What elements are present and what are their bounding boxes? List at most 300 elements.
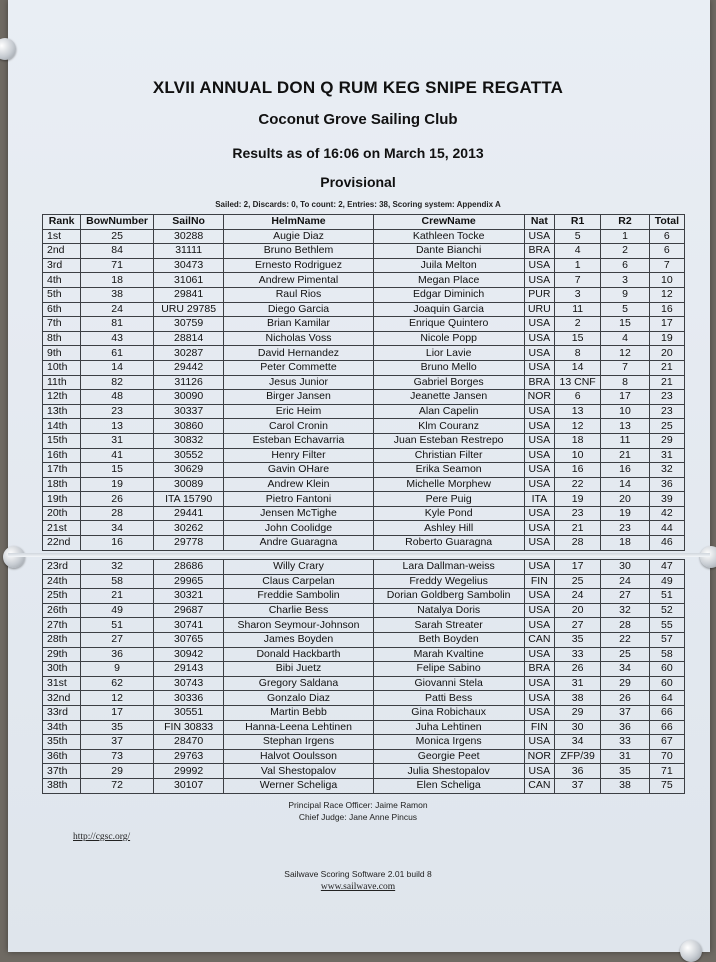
- cell-bow-number: 82: [81, 375, 154, 390]
- cell-helm-name: Donald Hackbarth: [224, 647, 373, 662]
- cell-total: 67: [649, 735, 684, 750]
- cell-crew-name: Georgie Peet: [373, 749, 524, 764]
- cell-r1: 8: [554, 346, 600, 361]
- cell-sail-no: 30089: [153, 477, 224, 492]
- cell-rank: 18th: [43, 477, 81, 492]
- cell-bow-number: 29: [81, 764, 154, 779]
- regatta-title: XLVII ANNUAL DON Q RUM KEG SNIPE REGATTA: [152, 78, 564, 97]
- cell-sail-no: 29778: [153, 536, 224, 551]
- cell-r2: 13: [601, 419, 649, 434]
- col-header-total: Total: [649, 215, 684, 230]
- cell-bow-number: 71: [81, 258, 154, 273]
- cell-helm-name: Martin Bebb: [224, 705, 373, 720]
- cell-sail-no: 29442: [153, 360, 224, 375]
- cell-r1: 35: [554, 632, 600, 647]
- cell-helm-name: Carol Cronin: [224, 419, 373, 434]
- cell-sail-no: 30090: [153, 390, 224, 405]
- cell-rank: 31st: [43, 676, 81, 691]
- cell-helm-name: Claus Carpelan: [224, 574, 373, 589]
- cell-crew-name: Klm Couranz: [373, 419, 524, 434]
- cell-rank: 20th: [43, 506, 81, 521]
- cell-rank: 25th: [43, 589, 81, 604]
- cell-total: 51: [649, 589, 684, 604]
- principal-race-officer: Principal Race Officer: Jaime Ramon: [288, 800, 428, 810]
- results-timestamp: Results as of 16:06 on March 15, 2013: [232, 145, 484, 161]
- cell-total: 19: [649, 331, 684, 346]
- table-row: [43, 331, 685, 346]
- table-row: [43, 618, 685, 633]
- table-row: [43, 676, 685, 691]
- cell-total: 36: [649, 477, 684, 492]
- cell-rank: 37th: [43, 764, 81, 779]
- cell-sail-no: 30629: [153, 463, 224, 478]
- cell-total: 23: [649, 404, 684, 419]
- cell-total: 60: [649, 662, 684, 677]
- cell-crew-name: Christian Filter: [373, 448, 524, 463]
- cell-r2: 30: [601, 560, 649, 575]
- table-row: [43, 492, 685, 507]
- col-header-crew-name: CrewName: [373, 215, 524, 230]
- cell-sail-no: 31126: [153, 375, 224, 390]
- cell-rank: 17th: [43, 463, 81, 478]
- cell-rank: 33rd: [43, 705, 81, 720]
- cell-total: 20: [649, 346, 684, 361]
- cell-crew-name: Lara Dallman-weiss: [373, 560, 524, 575]
- cell-crew-name: Edgar Diminich: [373, 287, 524, 302]
- cell-r2: 11: [601, 433, 649, 448]
- cell-r1: 27: [554, 618, 600, 633]
- cell-bow-number: 73: [81, 749, 154, 764]
- cell-rank: 1st: [43, 229, 81, 244]
- cell-rank: 4th: [43, 273, 81, 288]
- cell-rank: 8th: [43, 331, 81, 346]
- cell-r2: 8: [601, 375, 649, 390]
- cell-crew-name: Lior Lavie: [373, 346, 524, 361]
- col-header-rank: Rank: [43, 215, 81, 230]
- cell-total: 44: [649, 521, 684, 536]
- cell-sail-no: URU 29785: [153, 302, 224, 317]
- table-body-top: [43, 229, 685, 550]
- cell-r1: 30: [554, 720, 600, 735]
- cell-nat: USA: [524, 536, 554, 551]
- cell-total: 66: [649, 705, 684, 720]
- table-row: [43, 536, 685, 551]
- cell-total: 25: [649, 419, 684, 434]
- pushpin-middle-left: [3, 546, 25, 568]
- cell-crew-name: Elen Scheliga: [373, 778, 524, 793]
- cell-r2: 14: [601, 477, 649, 492]
- cell-nat: BRA: [524, 662, 554, 677]
- cell-total: 12: [649, 287, 684, 302]
- cell-rank: 34th: [43, 720, 81, 735]
- cell-r2: 23: [601, 521, 649, 536]
- cell-nat: USA: [524, 603, 554, 618]
- table-row: [43, 749, 685, 764]
- cell-bow-number: 62: [81, 676, 154, 691]
- cell-crew-name: Pere Puig: [373, 492, 524, 507]
- cell-nat: USA: [524, 477, 554, 492]
- cell-bow-number: 23: [81, 404, 154, 419]
- cell-bow-number: 27: [81, 632, 154, 647]
- cell-sail-no: 30759: [153, 317, 224, 332]
- cell-nat: USA: [524, 273, 554, 288]
- cell-r1: 7: [554, 273, 600, 288]
- club-website-link[interactable]: http://cgsc.org/: [73, 832, 131, 842]
- cell-total: 31: [649, 448, 684, 463]
- cell-helm-name: James Boyden: [224, 632, 373, 647]
- cell-nat: USA: [524, 735, 554, 750]
- table-row: [43, 317, 685, 332]
- cell-r1: 11: [554, 302, 600, 317]
- cell-helm-name: David Hernandez: [224, 346, 373, 361]
- cell-sail-no: 30288: [153, 229, 224, 244]
- cell-sail-no: 30741: [153, 618, 224, 633]
- cell-bow-number: 37: [81, 735, 154, 750]
- cell-nat: NOR: [524, 749, 554, 764]
- cell-total: 46: [649, 536, 684, 551]
- cell-sail-no: 30942: [153, 647, 224, 662]
- cell-total: 47: [649, 560, 684, 575]
- table-row: [43, 287, 685, 302]
- cell-bow-number: 32: [81, 560, 154, 575]
- cell-r2: 12: [601, 346, 649, 361]
- pushpin-middle-right: [700, 546, 716, 568]
- cell-r1: 16: [554, 463, 600, 478]
- table-body-bottom: [43, 560, 685, 794]
- cell-total: 10: [649, 273, 684, 288]
- cell-crew-name: Sarah Streater: [373, 618, 524, 633]
- cell-nat: USA: [524, 331, 554, 346]
- cell-rank: 11th: [43, 375, 81, 390]
- cell-helm-name: Jesus Junior: [224, 375, 373, 390]
- cell-helm-name: Gregory Saldana: [224, 676, 373, 691]
- cell-rank: 27th: [43, 618, 81, 633]
- cell-rank: 13th: [43, 404, 81, 419]
- table-row: [43, 433, 685, 448]
- cell-r2: 22: [601, 632, 649, 647]
- cell-helm-name: John Coolidge: [224, 521, 373, 536]
- table-row: [43, 244, 685, 259]
- cell-r2: 31: [601, 749, 649, 764]
- cell-sail-no: ITA 15790: [153, 492, 224, 507]
- cell-sail-no: 31111: [153, 244, 224, 259]
- cell-nat: FIN: [524, 574, 554, 589]
- scoring-summary: Sailed: 2, Discards: 0, To count: 2, Entries: 38, Scoring system: Appendix A: [215, 200, 501, 209]
- cell-helm-name: Bruno Bethlem: [224, 244, 373, 259]
- cell-r1: 5: [554, 229, 600, 244]
- cell-helm-name: Halvot Ooulsson: [224, 749, 373, 764]
- cell-bow-number: 17: [81, 705, 154, 720]
- cell-bow-number: 38: [81, 287, 154, 302]
- cell-total: 6: [649, 229, 684, 244]
- cell-r2: 2: [601, 244, 649, 259]
- cell-r2: 35: [601, 764, 649, 779]
- cell-nat: USA: [524, 705, 554, 720]
- cell-r2: 1: [601, 229, 649, 244]
- cell-r2: 16: [601, 463, 649, 478]
- cell-r1: 25: [554, 574, 600, 589]
- cell-helm-name: Jensen McTighe: [224, 506, 373, 521]
- table-row: [43, 574, 685, 589]
- cell-sail-no: 30743: [153, 676, 224, 691]
- cell-crew-name: Juan Esteban Restrepo: [373, 433, 524, 448]
- cell-nat: URU: [524, 302, 554, 317]
- cell-r2: 21: [601, 448, 649, 463]
- cell-r2: 5: [601, 302, 649, 317]
- cell-crew-name: Dorian Goldberg Sambolin: [373, 589, 524, 604]
- results-table-bottom: [42, 559, 685, 794]
- cell-r2: 9: [601, 287, 649, 302]
- cell-r1: 13: [554, 404, 600, 419]
- cell-rank: 2nd: [43, 244, 81, 259]
- cell-crew-name: Gabriel Borges: [373, 375, 524, 390]
- table-row: [43, 521, 685, 536]
- cell-sail-no: 28814: [153, 331, 224, 346]
- cell-crew-name: Felipe Sabino: [373, 662, 524, 677]
- cell-r1: 28: [554, 536, 600, 551]
- cell-nat: BRA: [524, 244, 554, 259]
- cell-total: 29: [649, 433, 684, 448]
- cell-sail-no: 30337: [153, 404, 224, 419]
- cell-sail-no: 29441: [153, 506, 224, 521]
- cell-helm-name: Val Shestopalov: [224, 764, 373, 779]
- cell-r1: 14: [554, 360, 600, 375]
- cell-bow-number: 41: [81, 448, 154, 463]
- table-row: [43, 448, 685, 463]
- cell-r2: 29: [601, 676, 649, 691]
- cell-r1: 17: [554, 560, 600, 575]
- cell-r1: 37: [554, 778, 600, 793]
- cell-helm-name: Pietro Fantoni: [224, 492, 373, 507]
- cell-total: 52: [649, 603, 684, 618]
- cell-sail-no: 30552: [153, 448, 224, 463]
- cell-r2: 7: [601, 360, 649, 375]
- cell-helm-name: Freddie Sambolin: [224, 589, 373, 604]
- cell-rank: 19th: [43, 492, 81, 507]
- table-row: [43, 506, 685, 521]
- cell-crew-name: Beth Boyden: [373, 632, 524, 647]
- cell-crew-name: Freddy Wegelius: [373, 574, 524, 589]
- cell-crew-name: Patti Bess: [373, 691, 524, 706]
- cell-r1: 13 CNF: [554, 375, 600, 390]
- cell-r1: 23: [554, 506, 600, 521]
- cell-r2: 6: [601, 258, 649, 273]
- cell-crew-name: Natalya Doris: [373, 603, 524, 618]
- cell-total: 21: [649, 360, 684, 375]
- cell-helm-name: Gonzalo Diaz: [224, 691, 373, 706]
- cell-r2: 26: [601, 691, 649, 706]
- table-row: [43, 346, 685, 361]
- cell-r2: 27: [601, 589, 649, 604]
- cell-nat: USA: [524, 589, 554, 604]
- cell-crew-name: Jeanette Jansen: [373, 390, 524, 405]
- cell-rank: 14th: [43, 419, 81, 434]
- cell-crew-name: Nicole Popp: [373, 331, 524, 346]
- cell-r1: 15: [554, 331, 600, 346]
- cell-bow-number: 24: [81, 302, 154, 317]
- cell-helm-name: Brian Kamilar: [224, 317, 373, 332]
- cell-rank: 16th: [43, 448, 81, 463]
- cell-sail-no: 30336: [153, 691, 224, 706]
- cell-r2: 10: [601, 404, 649, 419]
- cell-bow-number: 81: [81, 317, 154, 332]
- cell-r1: 19: [554, 492, 600, 507]
- paper-fold: [8, 553, 710, 557]
- table-row: [43, 302, 685, 317]
- cell-helm-name: Esteban Echavarria: [224, 433, 373, 448]
- cell-helm-name: Willy Crary: [224, 560, 373, 575]
- cell-helm-name: Nicholas Voss: [224, 331, 373, 346]
- cell-bow-number: 34: [81, 521, 154, 536]
- cell-total: 39: [649, 492, 684, 507]
- cell-total: 6: [649, 244, 684, 259]
- cell-helm-name: Henry Filter: [224, 448, 373, 463]
- cell-sail-no: 30107: [153, 778, 224, 793]
- cell-sail-no: 30551: [153, 705, 224, 720]
- cell-crew-name: Roberto Guaragna: [373, 536, 524, 551]
- cell-r1: 2: [554, 317, 600, 332]
- cell-crew-name: Alan Capelin: [373, 404, 524, 419]
- cell-sail-no: 30287: [153, 346, 224, 361]
- cell-helm-name: Birger Jansen: [224, 390, 373, 405]
- table-row: [43, 647, 685, 662]
- cell-helm-name: Stephan Irgens: [224, 735, 373, 750]
- cell-r2: 20: [601, 492, 649, 507]
- cell-nat: USA: [524, 258, 554, 273]
- table-header-row: [43, 215, 685, 230]
- cell-total: 70: [649, 749, 684, 764]
- cell-total: 17: [649, 317, 684, 332]
- cell-helm-name: Sharon Seymour-Johnson: [224, 618, 373, 633]
- cell-rank: 6th: [43, 302, 81, 317]
- table-row: [43, 720, 685, 735]
- cell-bow-number: 51: [81, 618, 154, 633]
- cell-r2: 34: [601, 662, 649, 677]
- table-row: [43, 735, 685, 750]
- cell-nat: FIN: [524, 720, 554, 735]
- cell-r1: 36: [554, 764, 600, 779]
- cell-rank: 36th: [43, 749, 81, 764]
- cell-bow-number: 18: [81, 273, 154, 288]
- cell-nat: USA: [524, 419, 554, 434]
- cell-rank: 26th: [43, 603, 81, 618]
- chief-judge: Chief Judge: Jane Anne Pincus: [298, 812, 418, 822]
- cell-total: 66: [649, 720, 684, 735]
- table-row: [43, 632, 685, 647]
- cell-rank: 29th: [43, 647, 81, 662]
- cell-bow-number: 35: [81, 720, 154, 735]
- cell-rank: 5th: [43, 287, 81, 302]
- cell-rank: 35th: [43, 735, 81, 750]
- cell-bow-number: 28: [81, 506, 154, 521]
- table-row: [43, 404, 685, 419]
- col-header-nat: Nat: [524, 215, 554, 230]
- cell-rank: 22nd: [43, 536, 81, 551]
- cell-sail-no: 30832: [153, 433, 224, 448]
- cell-nat: USA: [524, 676, 554, 691]
- sailwave-link[interactable]: www.sailwave.com: [320, 882, 396, 892]
- cell-nat: USA: [524, 521, 554, 536]
- cell-r2: 32: [601, 603, 649, 618]
- cell-sail-no: 29763: [153, 749, 224, 764]
- table-row: [43, 360, 685, 375]
- cell-r2: 19: [601, 506, 649, 521]
- cell-bow-number: 12: [81, 691, 154, 706]
- cell-bow-number: 58: [81, 574, 154, 589]
- cell-rank: 38th: [43, 778, 81, 793]
- table-row: [43, 419, 685, 434]
- cell-crew-name: Joaquin Garcia: [373, 302, 524, 317]
- cell-helm-name: Gavin OHare: [224, 463, 373, 478]
- cell-rank: 9th: [43, 346, 81, 361]
- cell-total: 7: [649, 258, 684, 273]
- cell-nat: USA: [524, 764, 554, 779]
- table-row: [43, 477, 685, 492]
- cell-rank: 28th: [43, 632, 81, 647]
- table-row: [43, 229, 685, 244]
- cell-sail-no: 30321: [153, 589, 224, 604]
- table-row: [43, 691, 685, 706]
- cell-bow-number: 31: [81, 433, 154, 448]
- cell-r1: 12: [554, 419, 600, 434]
- col-header-r1: R1: [554, 215, 600, 230]
- cell-rank: 15th: [43, 433, 81, 448]
- cell-sail-no: 29965: [153, 574, 224, 589]
- cell-r1: 1: [554, 258, 600, 273]
- software-credit: Sailwave Scoring Software 2.01 build 8: [284, 869, 432, 879]
- cell-bow-number: 84: [81, 244, 154, 259]
- cell-total: 16: [649, 302, 684, 317]
- cell-crew-name: Julia Shestopalov: [373, 764, 524, 779]
- results-status: Provisional: [320, 174, 396, 190]
- cell-rank: 7th: [43, 317, 81, 332]
- cell-total: 21: [649, 375, 684, 390]
- cell-r1: 21: [554, 521, 600, 536]
- cell-nat: PUR: [524, 287, 554, 302]
- cell-bow-number: 25: [81, 229, 154, 244]
- cell-total: 75: [649, 778, 684, 793]
- cell-sail-no: 29992: [153, 764, 224, 779]
- cell-crew-name: Kyle Pond: [373, 506, 524, 521]
- cell-total: 64: [649, 691, 684, 706]
- cell-crew-name: Dante Bianchi: [373, 244, 524, 259]
- table-row: [43, 705, 685, 720]
- cell-sail-no: 30473: [153, 258, 224, 273]
- table-row: [43, 764, 685, 779]
- cell-r1: 4: [554, 244, 600, 259]
- table-row: [43, 603, 685, 618]
- table-row: [43, 390, 685, 405]
- cell-sail-no: 28686: [153, 560, 224, 575]
- table-row: [43, 463, 685, 478]
- cell-total: 32: [649, 463, 684, 478]
- cell-r1: 33: [554, 647, 600, 662]
- cell-r2: 37: [601, 705, 649, 720]
- cell-rank: 23rd: [43, 560, 81, 575]
- cell-helm-name: Ernesto Rodriguez: [224, 258, 373, 273]
- cell-helm-name: Charlie Bess: [224, 603, 373, 618]
- cell-sail-no: 30860: [153, 419, 224, 434]
- cell-nat: NOR: [524, 390, 554, 405]
- table-row: [43, 662, 685, 677]
- cell-r1: 29: [554, 705, 600, 720]
- cell-nat: USA: [524, 448, 554, 463]
- cell-r1: 24: [554, 589, 600, 604]
- cell-total: 71: [649, 764, 684, 779]
- cell-total: 42: [649, 506, 684, 521]
- cell-helm-name: Diego Garcia: [224, 302, 373, 317]
- cell-r1: 22: [554, 477, 600, 492]
